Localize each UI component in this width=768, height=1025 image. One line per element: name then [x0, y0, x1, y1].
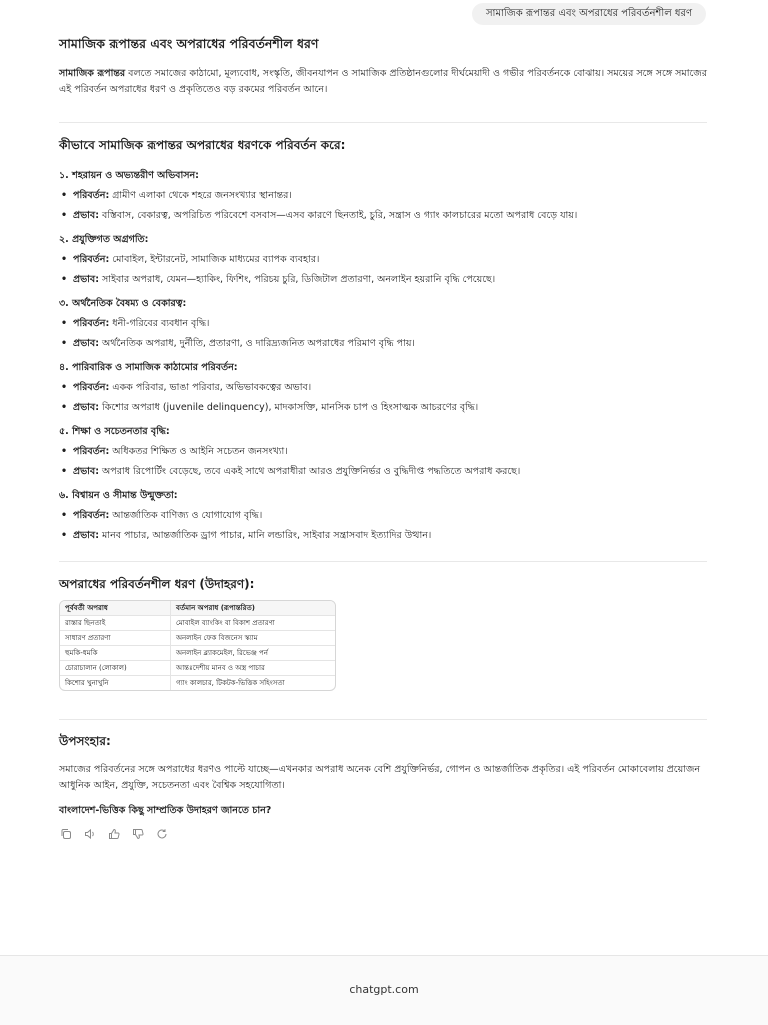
change-label: পরিবর্তন:	[73, 190, 110, 201]
point-heading: ৪. পারিবারিক ও সামাজিক কাঠামোর পরিবর্তন:	[59, 362, 238, 373]
effect-text: মানব পাচার, আন্তর্জাতিক ড্রাগ পাচার, মানি লন্ডারিং, সাইবার সন্ত্রাসবাদ ইত্যাদির উত্থান।	[99, 530, 432, 541]
list-item-effect	[59, 464, 707, 480]
effect-label: প্রভাব:	[73, 402, 100, 413]
point-heading: ১. শহরায়ন ও অভ্যন্তরীণ অভিবাসন:	[59, 170, 199, 181]
list-item-effect	[59, 400, 707, 416]
list-item-effect	[59, 528, 707, 544]
table-cell: মোবাইল ব্যাংকিং বা বিকাশ প্রতারণা	[171, 616, 336, 631]
change-text: আন্তর্জাতিক বাণিজ্য ও যোগাযোগ বৃদ্ধি।	[109, 510, 263, 521]
point-heading: ৬. বিশ্বায়ন ও সীমান্ত উন্মুক্ততা:	[59, 490, 178, 501]
table-cell: আন্তঃদেশীয় মানব ও অস্ত্র পাচার	[171, 661, 336, 676]
conclusion-text: সমাজের পরিবর্তনের সঙ্গে অপরাধের ধরণও পাল্টে যাচ্ছে—এখনকার অপরাধ অনেক বেশি প্রযুক্তিনির্ভর, গোপন ও আন্তর্জাতিক প্রকৃতির। এই পরিবর্তন মোকাবেলায় প্রয়োজন আধুনিক আইন, প্রযুক্তি, সচেতনতা এবং বৈশ্বিক সহযোগিতা।	[59, 764, 701, 791]
message-actions	[59, 826, 707, 842]
change-label: পরিবর্তন:	[73, 318, 110, 329]
column-header: পূর্ববর্তী অপরাধ	[60, 601, 171, 616]
point-4	[59, 361, 707, 416]
list-item-change	[59, 252, 707, 268]
table-header-row	[60, 601, 335, 616]
table-row	[60, 661, 335, 676]
change-text: গ্রামীণ এলাকা থেকে শহরে জনসংখ্যার স্থানান্তর।	[109, 190, 292, 201]
point-6	[59, 489, 707, 544]
examples-table	[59, 600, 336, 691]
point-heading: ২. প্রযুক্তিগত অগ্রগতি:	[59, 234, 149, 245]
conclusion-heading: উপসংহার:	[59, 734, 111, 748]
effect-text: অর্থনৈতিক অপরাধ, দুর্নীতি, প্রতারণা, ও দারিদ্র্যজনিত অপরাধের পরিমাণ বৃদ্ধি পায়।	[99, 338, 415, 349]
section-heading: কীভাবে সামাজিক রূপান্তর অপরাধের ধরণকে পরিবর্তন করে:	[59, 138, 346, 152]
table-row	[60, 646, 335, 661]
column-header: বর্তমান অপরাধ (রূপান্তরিত)	[171, 601, 336, 616]
regenerate-icon[interactable]	[155, 827, 169, 841]
change-label: পরিবর্তন:	[73, 254, 110, 265]
change-text: মোবাইল, ইন্টারনেট, সামাজিক মাধ্যমের ব্যাপক ব্যবহার।	[109, 254, 320, 265]
divider	[59, 561, 707, 562]
thumbs-down-icon[interactable]	[131, 827, 145, 841]
list-item-change	[59, 444, 707, 460]
effect-label: প্রভাব:	[73, 210, 100, 221]
effect-text: সাইবার অপরাধ, যেমন—হ্যাকিং, ফিশিং, পরিচয় চুরি, ডিজিটাল প্রতারণা, অনলাইন হয়রানি বৃদ্ধি পেয়েছে।	[99, 274, 496, 285]
read-aloud-icon[interactable]	[83, 827, 97, 841]
list-item-change	[59, 316, 707, 332]
table-cell: অনলাইন ব্ল্যাকমেইল, রিভেঞ্জ পর্ন	[171, 646, 336, 661]
effect-label: প্রভাব:	[73, 338, 100, 349]
response-title: সামাজিক রূপান্তর এবং অপরাধের পরিবর্তনশীল ধরণ	[59, 36, 319, 51]
effect-text: বস্তিবাস, বেকারত্ব, অপরিচিত পরিবেশে বসবাস—এসব কারণে ছিনতাই, চুরি, সন্ত্রাস ও গ্যাং কালচারের মতো অপরাধ বেড়ে যায়।	[99, 210, 578, 221]
change-label: পরিবর্তন:	[73, 382, 110, 393]
point-heading: ৩. অর্থনৈতিক বৈষম্য ও বেকারত্ব:	[59, 298, 187, 309]
table-cell: অনলাইন ফেক বিজনেস স্ক্যাম	[171, 631, 336, 646]
list-item-change	[59, 508, 707, 524]
user-message-bubble: সামাজিক রূপান্তর এবং অপরাধের পরিবর্তনশীল ধরণ	[472, 3, 706, 25]
examples-heading: অপরাধের পরিবর্তনশীল ধরণ (উদাহরণ):	[59, 577, 255, 591]
list-item-change	[59, 188, 707, 204]
list-item-change	[59, 380, 707, 396]
table-row	[60, 631, 335, 646]
table-cell: রাস্তার ছিনতাই	[60, 616, 171, 631]
effect-label: প্রভাব:	[73, 274, 100, 285]
point-3	[59, 297, 707, 352]
followup-question: বাংলাদেশ-ভিত্তিক কিছু সাম্প্রতিক উদাহরণ জানতে চান?	[59, 805, 272, 816]
effect-text: অপরাধ রিপোর্টিং বেড়েছে, তবে একই সাথে অপরাধীরা আরও প্রযুক্তিনির্ভর ও বুদ্ধিদীপ্ত পদ্ধতিতে অপরাধ করছে।	[99, 466, 521, 477]
intro-bold-term: সামাজিক রূপান্তর	[59, 68, 126, 79]
effect-text: কিশোর অপরাধ (juvenile delinquency), মাদকাসক্তি, মানসিক চাপ ও হিংসাত্মক আচরণের বৃদ্ধি।	[99, 402, 479, 413]
table-cell: কিশোর খুনাখুনি	[60, 676, 171, 691]
intro-paragraph	[59, 66, 707, 98]
page-footer	[0, 955, 768, 1025]
point-heading: ৫. শিক্ষা ও সচেতনতার বৃদ্ধি:	[59, 426, 170, 437]
table-cell: সাধারণ প্রতারণা	[60, 631, 171, 646]
thumbs-up-icon[interactable]	[107, 827, 121, 841]
change-text: একক পরিবার, ভাঙা পরিবার, অভিভাবকত্বের অভাব।	[109, 382, 312, 393]
list-item-effect	[59, 272, 707, 288]
table-row	[60, 676, 335, 691]
change-text: ধনী-গরিবের ব্যবধান বৃদ্ধি।	[109, 318, 210, 329]
footer-url: chatgpt.com	[349, 983, 419, 996]
table-cell: হুমকি-ধমকি	[60, 646, 171, 661]
point-1	[59, 169, 707, 224]
divider	[59, 719, 707, 720]
list-item-effect	[59, 336, 707, 352]
change-text: অধিকতর শিক্ষিত ও আইনি সচেতন জনসংখ্যা।	[109, 446, 288, 457]
copy-icon[interactable]	[59, 827, 73, 841]
divider	[59, 122, 707, 123]
point-2	[59, 233, 707, 288]
table-cell: গ্যাং কালচার, টিকটক-ভিত্তিক সহিংসতা	[176, 679, 285, 687]
table-row	[60, 616, 335, 631]
top-bar	[0, 0, 768, 30]
point-5	[59, 425, 707, 480]
change-label: পরিবর্তন:	[73, 446, 110, 457]
effect-label: প্রভাব:	[73, 530, 100, 541]
assistant-response	[59, 36, 707, 842]
table-cell: চোরাচালান (লোকাল)	[60, 661, 171, 676]
change-label: পরিবর্তন:	[73, 510, 110, 521]
list-item-effect	[59, 208, 707, 224]
intro-text: বলতে সমাজের কাঠামো, মূল্যবোধ, সংস্কৃতি, জীবনযাপন ও সামাজিক প্রতিষ্ঠানগুলোর দীর্ঘমেয়াদী ও গভীর পরিবর্তনকে বোঝায়। সময়ের সঙ্গে সঙ্গে সমাজের এই পরিবর্তন অপরাধের ধরণ ও প্রকৃতিতেও বড় রকমের পরিবর্তন আনে।	[59, 68, 708, 95]
effect-label: প্রভাব:	[73, 466, 100, 477]
